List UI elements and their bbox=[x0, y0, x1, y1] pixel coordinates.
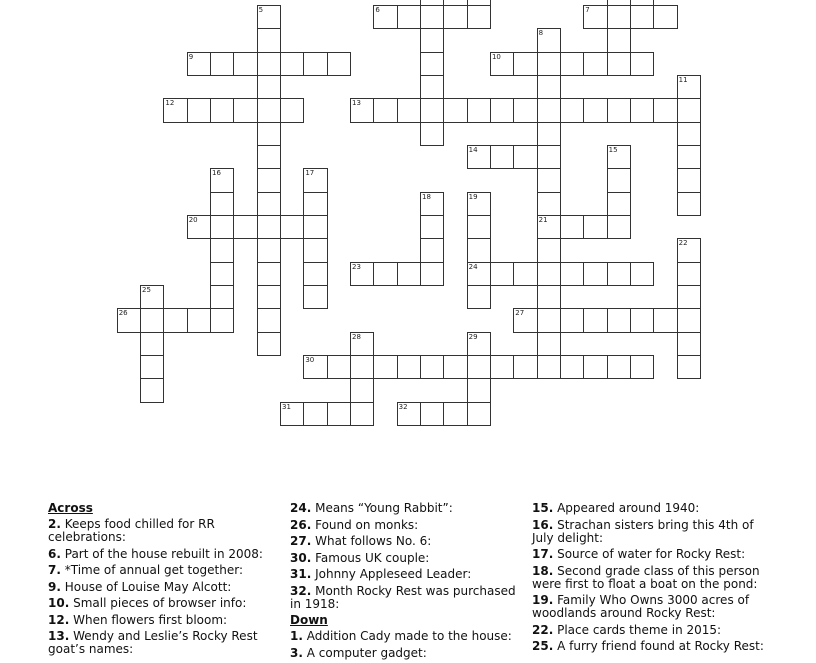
clue-text: What follows No. 6: bbox=[315, 534, 432, 548]
clue-number-label: 26. bbox=[290, 517, 312, 532]
clue-number: 12 bbox=[165, 99, 175, 108]
grid-cell[interactable] bbox=[187, 52, 211, 76]
clue-column-2 bbox=[290, 502, 522, 663]
clue-number-label: 30. bbox=[290, 550, 312, 565]
grid-cell[interactable] bbox=[677, 122, 701, 146]
grid-cell[interactable] bbox=[607, 192, 631, 216]
grid-cell[interactable] bbox=[303, 262, 327, 286]
grid-cell[interactable] bbox=[653, 98, 677, 122]
grid-cell[interactable] bbox=[560, 215, 584, 239]
clue-item bbox=[532, 502, 772, 515]
grid-cell[interactable] bbox=[280, 52, 304, 76]
grid-cell[interactable] bbox=[583, 5, 607, 29]
clue-number: 23 bbox=[352, 262, 361, 271]
clue-number: 20 bbox=[188, 215, 198, 224]
clue-number: 22 bbox=[678, 239, 688, 248]
grid-cell[interactable] bbox=[257, 238, 281, 262]
grid-cell[interactable] bbox=[677, 75, 701, 99]
clue-number-label: 31. bbox=[290, 567, 312, 581]
clue-item bbox=[290, 519, 522, 532]
grid-cell[interactable] bbox=[537, 238, 561, 262]
grid-cell[interactable] bbox=[607, 145, 631, 169]
grid-cell[interactable] bbox=[537, 355, 561, 379]
clue-number: 10 bbox=[491, 52, 501, 61]
grid-cell[interactable] bbox=[303, 355, 327, 379]
grid-cell[interactable] bbox=[537, 145, 561, 169]
grid-cell[interactable] bbox=[257, 262, 281, 286]
clue-item bbox=[48, 630, 283, 656]
grid-cell[interactable] bbox=[420, 402, 444, 426]
clue-number: 32 bbox=[398, 402, 408, 411]
grid-cell[interactable] bbox=[537, 28, 561, 52]
clue-text: Found on monks: bbox=[315, 517, 419, 532]
grid-cell[interactable] bbox=[490, 98, 514, 122]
grid-cell[interactable] bbox=[420, 355, 444, 379]
grid-cell[interactable] bbox=[490, 262, 514, 286]
clue-number: 26 bbox=[118, 309, 128, 318]
grid-cell[interactable] bbox=[397, 262, 421, 286]
clue-text: Strachan sisters bring this 4th of July delight: bbox=[532, 517, 754, 545]
grid-cell[interactable] bbox=[560, 262, 584, 286]
clue-text: A furry friend found at Rocky Rest: bbox=[557, 639, 764, 653]
grid-cell[interactable] bbox=[630, 98, 654, 122]
grid-cell[interactable] bbox=[350, 355, 374, 379]
grid-cell[interactable] bbox=[467, 215, 491, 239]
clue-number: 7 bbox=[585, 6, 590, 14]
grid-cell[interactable] bbox=[467, 192, 491, 216]
grid-cell[interactable] bbox=[210, 192, 234, 216]
clue-number-label: 3. bbox=[290, 645, 303, 660]
grid-cell[interactable] bbox=[490, 145, 514, 169]
grid-cell[interactable] bbox=[397, 98, 421, 122]
clue-heading-across: Across bbox=[48, 501, 93, 515]
grid-cell[interactable] bbox=[257, 52, 281, 76]
grid-cell[interactable] bbox=[607, 308, 631, 332]
clue-number-label: 17. bbox=[532, 547, 554, 561]
clue-item bbox=[48, 548, 283, 561]
grid-cell[interactable] bbox=[350, 332, 374, 356]
grid-cell[interactable] bbox=[257, 28, 281, 52]
grid-cell[interactable] bbox=[607, 28, 631, 52]
grid-cell[interactable] bbox=[583, 308, 607, 332]
grid-cell[interactable] bbox=[420, 262, 444, 286]
clue-number-label: 22. bbox=[532, 622, 554, 637]
grid-cell[interactable] bbox=[537, 308, 561, 332]
grid-cell[interactable] bbox=[607, 168, 631, 192]
grid-cell[interactable] bbox=[233, 52, 257, 76]
clue-number: 21 bbox=[538, 215, 548, 224]
grid-cell[interactable] bbox=[303, 215, 327, 239]
clue-number: 15 bbox=[608, 145, 618, 154]
grid-cell[interactable] bbox=[257, 98, 281, 122]
grid-cell[interactable] bbox=[210, 98, 234, 122]
clue-text: Wendy and Leslie’s Rocky Rest goat’s names: bbox=[48, 629, 258, 656]
grid-cell[interactable] bbox=[257, 5, 281, 29]
grid-cell[interactable] bbox=[163, 98, 187, 122]
clue-text: Addition Cady made to the house: bbox=[306, 629, 512, 643]
grid-cell[interactable] bbox=[607, 98, 631, 122]
clue-item bbox=[290, 535, 522, 548]
grid-cell[interactable] bbox=[140, 378, 164, 402]
grid-cell[interactable] bbox=[303, 168, 327, 192]
grid-cell[interactable] bbox=[303, 52, 327, 76]
clue-item bbox=[532, 548, 772, 561]
clue-text: Family Who Owns 3000 acres of woodlands around Rocky Rest: bbox=[532, 593, 750, 620]
clue-number-label: 16. bbox=[532, 517, 554, 532]
grid-cell[interactable] bbox=[607, 355, 631, 379]
grid-cell[interactable] bbox=[303, 192, 327, 216]
grid-cell[interactable] bbox=[583, 215, 607, 239]
grid-cell[interactable] bbox=[677, 355, 701, 379]
grid-cell[interactable] bbox=[420, 192, 444, 216]
grid-cell[interactable] bbox=[140, 285, 164, 309]
clue-text: A computer gadget: bbox=[306, 645, 427, 660]
clue-number: 30 bbox=[305, 355, 315, 364]
grid-cell[interactable] bbox=[537, 122, 561, 146]
grid-cell[interactable] bbox=[467, 355, 491, 379]
grid-cell[interactable] bbox=[537, 332, 561, 356]
grid-cell[interactable] bbox=[560, 52, 584, 76]
grid-cell[interactable] bbox=[280, 402, 304, 426]
grid-cell[interactable] bbox=[397, 355, 421, 379]
clue-item bbox=[532, 624, 772, 637]
clue-number-label: 2. bbox=[48, 517, 61, 531]
grid-cell[interactable] bbox=[677, 145, 701, 169]
grid-cell[interactable] bbox=[583, 52, 607, 76]
grid-cell[interactable] bbox=[420, 75, 444, 99]
grid-cell[interactable] bbox=[513, 308, 537, 332]
grid-cell[interactable] bbox=[420, 122, 444, 146]
grid-cell[interactable] bbox=[327, 355, 351, 379]
clue-item bbox=[290, 630, 522, 643]
clue-item bbox=[532, 594, 772, 620]
clue-item bbox=[290, 647, 522, 660]
grid-cell[interactable] bbox=[537, 98, 561, 122]
grid-cell[interactable] bbox=[513, 52, 537, 76]
clue-number: 14 bbox=[468, 145, 478, 154]
clue-number: 24 bbox=[468, 262, 478, 271]
grid-cell[interactable] bbox=[397, 402, 421, 426]
grid-cell[interactable] bbox=[187, 98, 211, 122]
grid-cell[interactable] bbox=[653, 308, 677, 332]
clue-number: 19 bbox=[468, 192, 478, 201]
grid-cell[interactable] bbox=[373, 262, 397, 286]
grid-cell[interactable] bbox=[210, 52, 234, 76]
grid-cell[interactable] bbox=[397, 5, 421, 29]
clue-number: 8 bbox=[538, 29, 544, 38]
grid-cell[interactable] bbox=[467, 402, 491, 426]
clue-number: 25 bbox=[142, 285, 151, 294]
clue-item bbox=[532, 640, 772, 653]
grid-cell[interactable] bbox=[560, 98, 584, 122]
grid-cell[interactable] bbox=[350, 402, 374, 426]
grid-cell[interactable] bbox=[467, 262, 491, 286]
grid-cell[interactable] bbox=[257, 122, 281, 146]
clue-text: Johnny Appleseed Leader: bbox=[315, 567, 472, 581]
clue-text: Keeps food chilled for RR celebrations: bbox=[48, 517, 215, 544]
grid-cell[interactable] bbox=[630, 262, 654, 286]
clue-number-label: 24. bbox=[290, 501, 312, 515]
clue-number-label: 32. bbox=[290, 583, 312, 598]
clue-item bbox=[48, 597, 283, 610]
clue-item bbox=[290, 552, 522, 565]
clue-number: 18 bbox=[421, 192, 431, 201]
grid-cell[interactable] bbox=[443, 5, 467, 29]
grid-cell[interactable] bbox=[280, 215, 304, 239]
grid-cell[interactable] bbox=[420, 215, 444, 239]
clue-text: Place cards theme in 2015: bbox=[557, 622, 722, 637]
grid-cell[interactable] bbox=[677, 98, 701, 122]
grid-cell[interactable] bbox=[140, 355, 164, 379]
grid-cell[interactable] bbox=[303, 285, 327, 309]
grid-cell[interactable] bbox=[537, 192, 561, 216]
grid-cell[interactable] bbox=[677, 238, 701, 262]
grid-cell[interactable] bbox=[677, 285, 701, 309]
grid-cell[interactable] bbox=[257, 308, 281, 332]
clue-number: 31 bbox=[282, 402, 291, 411]
clue-text: Appeared around 1940: bbox=[557, 501, 700, 515]
clue-number: 9 bbox=[188, 52, 194, 61]
grid-cell[interactable] bbox=[420, 28, 444, 52]
grid-cell[interactable] bbox=[373, 5, 397, 29]
clue-item bbox=[48, 564, 283, 577]
grid-cell[interactable] bbox=[210, 308, 234, 332]
grid-cell[interactable] bbox=[467, 145, 491, 169]
grid-cell[interactable] bbox=[210, 238, 234, 262]
clue-number-label: 15. bbox=[532, 501, 554, 515]
grid-cell[interactable] bbox=[630, 308, 654, 332]
grid-cell[interactable] bbox=[303, 238, 327, 262]
grid-cell[interactable] bbox=[373, 355, 397, 379]
grid-cell[interactable] bbox=[420, 238, 444, 262]
clue-number: 5 bbox=[258, 6, 264, 14]
grid-cell[interactable] bbox=[607, 215, 631, 239]
grid-cell[interactable] bbox=[327, 402, 351, 426]
grid-cell[interactable] bbox=[350, 98, 374, 122]
grid-cell[interactable] bbox=[560, 355, 584, 379]
grid-cell[interactable] bbox=[233, 215, 257, 239]
clue-item bbox=[532, 519, 772, 545]
grid-cell[interactable] bbox=[513, 355, 537, 379]
grid-cell[interactable] bbox=[677, 308, 701, 332]
clue-item bbox=[290, 568, 522, 581]
grid-cell[interactable] bbox=[257, 215, 281, 239]
grid-cell[interactable] bbox=[607, 5, 631, 29]
clue-number: 6 bbox=[375, 6, 380, 14]
grid-cell[interactable] bbox=[140, 308, 164, 332]
grid-cell[interactable] bbox=[443, 402, 467, 426]
clue-number-label: 10. bbox=[48, 596, 70, 610]
grid-cell[interactable] bbox=[607, 262, 631, 286]
grid-cell[interactable] bbox=[467, 5, 491, 29]
clue-number-label: 1. bbox=[290, 629, 303, 643]
grid-cell[interactable] bbox=[537, 52, 561, 76]
grid-cell[interactable] bbox=[257, 285, 281, 309]
clue-text: When flowers first bloom: bbox=[73, 612, 228, 627]
grid-cell[interactable] bbox=[677, 192, 701, 216]
grid-cell[interactable] bbox=[350, 378, 374, 402]
clue-text: Month Rocky Rest was purchased in 1918: bbox=[290, 583, 516, 611]
grid-cell[interactable] bbox=[467, 378, 491, 402]
grid-cell[interactable] bbox=[210, 215, 234, 239]
grid-cell[interactable] bbox=[537, 215, 561, 239]
grid-cell[interactable] bbox=[677, 332, 701, 356]
grid-cell[interactable] bbox=[513, 145, 537, 169]
grid-cell[interactable] bbox=[117, 308, 141, 332]
grid-cell[interactable] bbox=[677, 262, 701, 286]
clue-number: 27 bbox=[515, 309, 525, 318]
grid-cell[interactable] bbox=[350, 262, 374, 286]
clue-number-label: 9. bbox=[48, 579, 61, 594]
clue-column-3 bbox=[532, 502, 772, 657]
grid-cell[interactable] bbox=[140, 332, 164, 356]
grid-cell[interactable] bbox=[583, 262, 607, 286]
grid-cell[interactable] bbox=[467, 332, 491, 356]
clue-number-label: 18. bbox=[532, 563, 554, 578]
clue-text: Part of the house rebuilt in 2008: bbox=[64, 546, 263, 561]
grid-cell[interactable] bbox=[513, 262, 537, 286]
grid-cell[interactable] bbox=[490, 52, 514, 76]
clue-item bbox=[48, 614, 283, 627]
clue-item bbox=[290, 585, 522, 611]
clue-text: Small pieces of browser info: bbox=[73, 596, 247, 610]
grid-cell[interactable] bbox=[187, 308, 211, 332]
clue-number-label: 7. bbox=[48, 563, 61, 577]
clue-column-1 bbox=[48, 502, 283, 660]
grid-cell[interactable] bbox=[233, 98, 257, 122]
clue-item bbox=[532, 565, 772, 591]
grid-cell[interactable] bbox=[210, 168, 234, 192]
grid-cell[interactable] bbox=[257, 332, 281, 356]
clue-number-label: 6. bbox=[48, 546, 61, 561]
grid-cell[interactable] bbox=[257, 145, 281, 169]
grid-cell[interactable] bbox=[210, 285, 234, 309]
clue-text: Source of water for Rocky Rest: bbox=[557, 547, 746, 561]
grid-cell[interactable] bbox=[583, 98, 607, 122]
grid-cell[interactable] bbox=[327, 52, 351, 76]
clue-number: 16 bbox=[212, 169, 221, 178]
grid-cell[interactable] bbox=[537, 285, 561, 309]
clue-number: 17 bbox=[305, 169, 315, 178]
clue-item bbox=[48, 518, 283, 544]
grid-cell[interactable] bbox=[303, 402, 327, 426]
clue-number-label: 12. bbox=[48, 612, 70, 627]
clue-number: 28 bbox=[352, 332, 361, 341]
grid-cell[interactable] bbox=[513, 98, 537, 122]
clue-number-label: 27. bbox=[290, 534, 312, 548]
grid-cell[interactable] bbox=[257, 168, 281, 192]
grid-cell[interactable] bbox=[467, 238, 491, 262]
clue-text: House of Louise May Alcott: bbox=[64, 579, 232, 594]
clue-item bbox=[48, 581, 283, 594]
grid-cell[interactable] bbox=[420, 5, 444, 29]
grid-cell[interactable] bbox=[537, 75, 561, 99]
grid-cell[interactable] bbox=[373, 98, 397, 122]
grid-cell[interactable] bbox=[280, 98, 304, 122]
clue-number: 13 bbox=[352, 99, 361, 108]
grid-cell[interactable] bbox=[537, 262, 561, 286]
grid-cell[interactable] bbox=[420, 52, 444, 76]
grid-cell[interactable] bbox=[443, 355, 467, 379]
grid-cell[interactable] bbox=[537, 168, 561, 192]
grid-cell[interactable] bbox=[583, 355, 607, 379]
clue-number-label: 13. bbox=[48, 629, 70, 643]
grid-cell[interactable] bbox=[467, 98, 491, 122]
clue-text: Means “Young Rabbit”: bbox=[315, 501, 453, 515]
grid-cell[interactable] bbox=[257, 192, 281, 216]
clue-text: *Time of annual get together: bbox=[64, 563, 244, 577]
grid-cell[interactable] bbox=[630, 52, 654, 76]
grid-cell[interactable] bbox=[420, 98, 444, 122]
grid-cell[interactable] bbox=[490, 355, 514, 379]
grid-cell[interactable] bbox=[607, 52, 631, 76]
grid-cell[interactable] bbox=[187, 215, 211, 239]
clue-text: Famous UK couple: bbox=[315, 550, 430, 565]
grid-cell[interactable] bbox=[630, 355, 654, 379]
grid-cell[interactable] bbox=[630, 5, 654, 29]
clue-heading-down: Down bbox=[290, 613, 328, 627]
grid-cell[interactable] bbox=[443, 98, 467, 122]
grid-cell[interactable] bbox=[560, 308, 584, 332]
clue-text: Second grade class of this person were first to float a boat on the pond: bbox=[532, 563, 760, 591]
grid-cell[interactable] bbox=[257, 75, 281, 99]
grid-cell[interactable] bbox=[163, 308, 187, 332]
grid-cell[interactable] bbox=[210, 262, 234, 286]
clue-number-label: 19. bbox=[532, 593, 554, 607]
clue-item bbox=[290, 502, 522, 515]
grid-cell[interactable] bbox=[467, 285, 491, 309]
clue-number: 11 bbox=[678, 75, 688, 84]
grid-cell[interactable] bbox=[653, 5, 677, 29]
clue-number-label: 25. bbox=[532, 639, 554, 653]
grid-cell[interactable] bbox=[677, 168, 701, 192]
clue-number: 29 bbox=[468, 332, 478, 341]
